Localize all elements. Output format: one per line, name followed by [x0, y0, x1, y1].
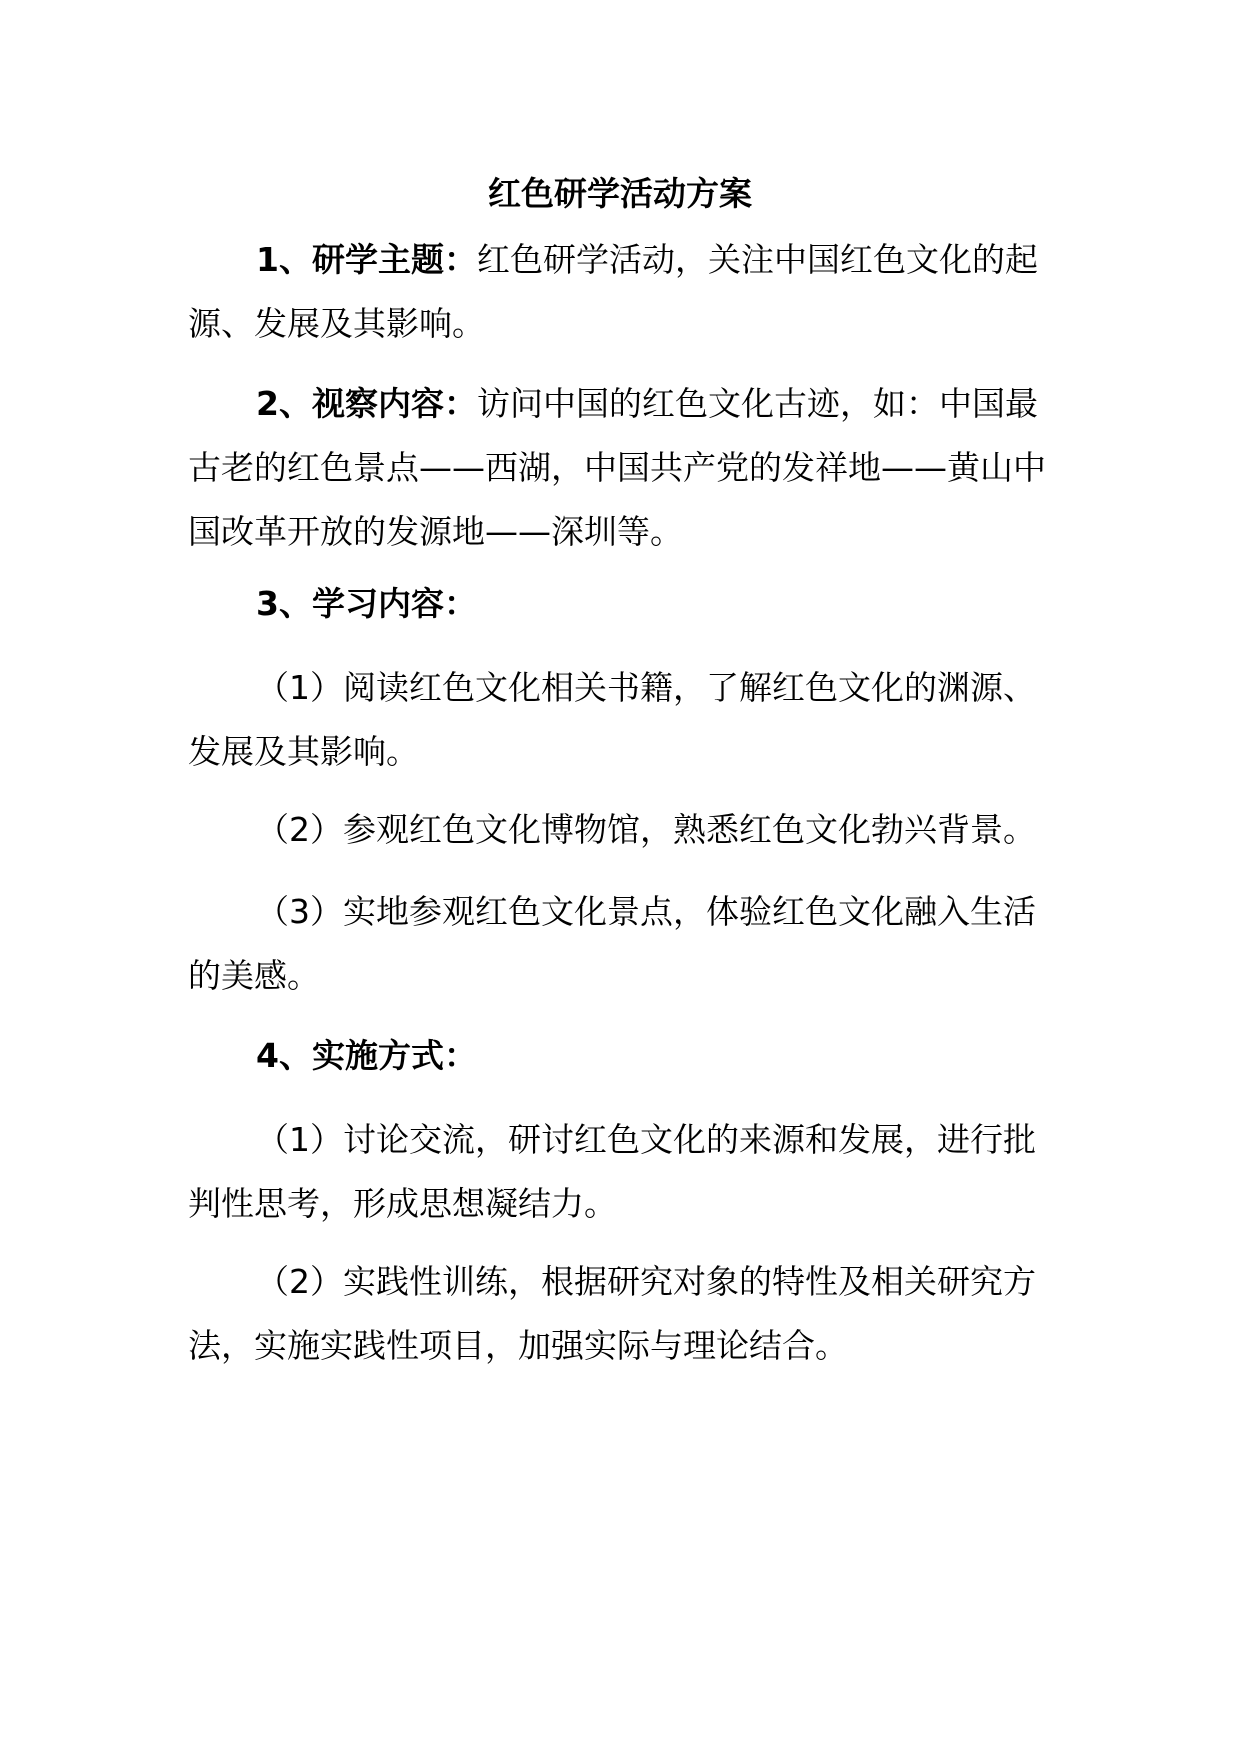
section-2-text: 访问中国的红色文化古迹，如：中国最古老的红色景点——西湖，中国共产党的发祥地——黄山中国改革开放的发源地——深圳等。 — [188, 384, 1046, 551]
section-1-paragraph — [188, 228, 1064, 356]
section-3-item: （3）实地参观红色文化景点，体验红色文化融入生活的美感。 — [188, 892, 1036, 995]
section-2-paragraph — [188, 372, 1064, 564]
section-2-heading: 2、视察内容： — [256, 384, 477, 423]
document-title: 红色研学活动方案 — [488, 174, 752, 213]
section-3-paragraph — [188, 572, 1064, 636]
section-3-heading: 3、学习内容： — [256, 584, 477, 623]
section-4-item: （2）实践性训练，根据研究对象的特性及相关研究方法，实施实践性项目，加强实际与理论结合。 — [188, 1262, 1036, 1365]
section-1-text: 红色研学活动，关注中国红色文化的起源、发展及其影响。 — [188, 240, 1038, 343]
section-3-item: （1）阅读红色文化相关书籍，了解红色文化的渊源、发展及其影响。 — [188, 668, 1036, 771]
section-4-paragraph — [188, 1024, 1064, 1088]
section-4-item: （1）讨论交流，研讨红色文化的来源和发展，进行批判性思考，形成思想凝结力。 — [188, 1120, 1036, 1223]
section-4-heading: 4、实施方式： — [256, 1036, 477, 1075]
section-3-item: （2）参观红色文化博物馆，熟悉红色文化勃兴背景。 — [256, 810, 1036, 849]
section-1-heading: 1、研学主题： — [256, 240, 477, 279]
